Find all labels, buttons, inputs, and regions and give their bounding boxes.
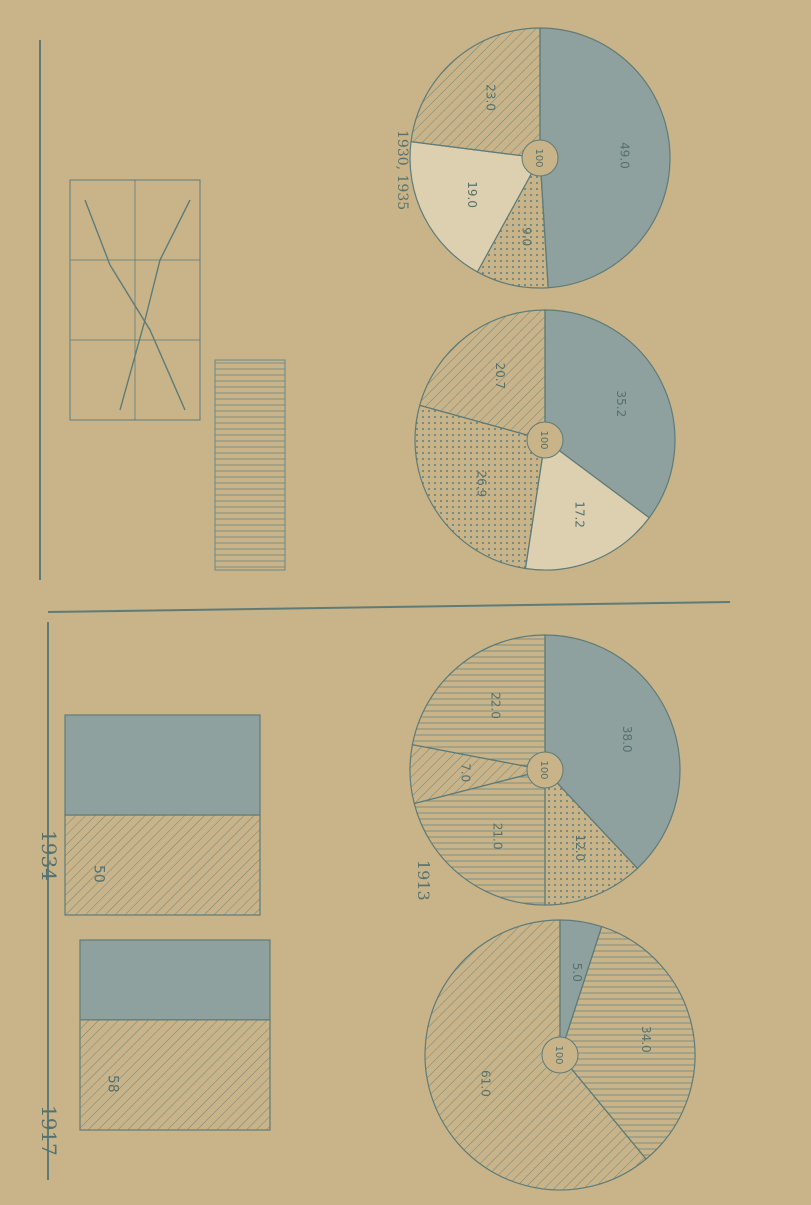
bar-label: 50 [90,865,107,883]
pie-slice-label: 12.0 [572,834,587,862]
year-right-label: 1934 [37,830,61,881]
pie-slice-label: 17.2 [572,501,587,528]
pie-slice-label: 38.0 [619,725,634,753]
year-left-label: 1917 [37,1105,61,1156]
pie-slice-label: 26.9 [474,470,489,498]
year-row-label: 1913 [414,860,433,901]
bar-1934 [65,715,260,915]
pie-slice-label: 22.0 [488,692,503,719]
pie-center-label: 100 [538,760,549,780]
pie-slice-label: 61.0 [478,1069,493,1097]
pie-slice-label: 7.0 [458,763,473,783]
bottom-pie-left [410,635,680,905]
pie-slice-label: 19.0 [465,181,480,208]
pie-slice-label: 34.0 [639,1025,654,1053]
pie-center-label: 100 [533,148,544,168]
pie-slice-label: 5.0 [570,962,585,982]
pie-slice-label: 21.0 [490,822,505,850]
pie-slice-label: 49.0 [617,142,632,169]
bar-segment [65,715,260,815]
bar-1917 [80,940,270,1130]
bar-label: 58 [104,1074,121,1093]
pie-center-label: 100 [538,430,549,450]
top-pie-left [410,28,670,288]
pie-slice-label: 9.0 [519,227,534,247]
bar-segment [80,940,270,1020]
upper-numbers: 1930, 1935 [394,130,410,211]
pie-slice-label: 23.0 [483,84,498,111]
bottom-pie-right [425,920,695,1190]
pie-slice-label: 20.7 [493,362,508,390]
top-pie-right [415,310,675,570]
pie-slice-label: 35.2 [614,390,629,418]
pie-center-label: 100 [553,1045,564,1065]
